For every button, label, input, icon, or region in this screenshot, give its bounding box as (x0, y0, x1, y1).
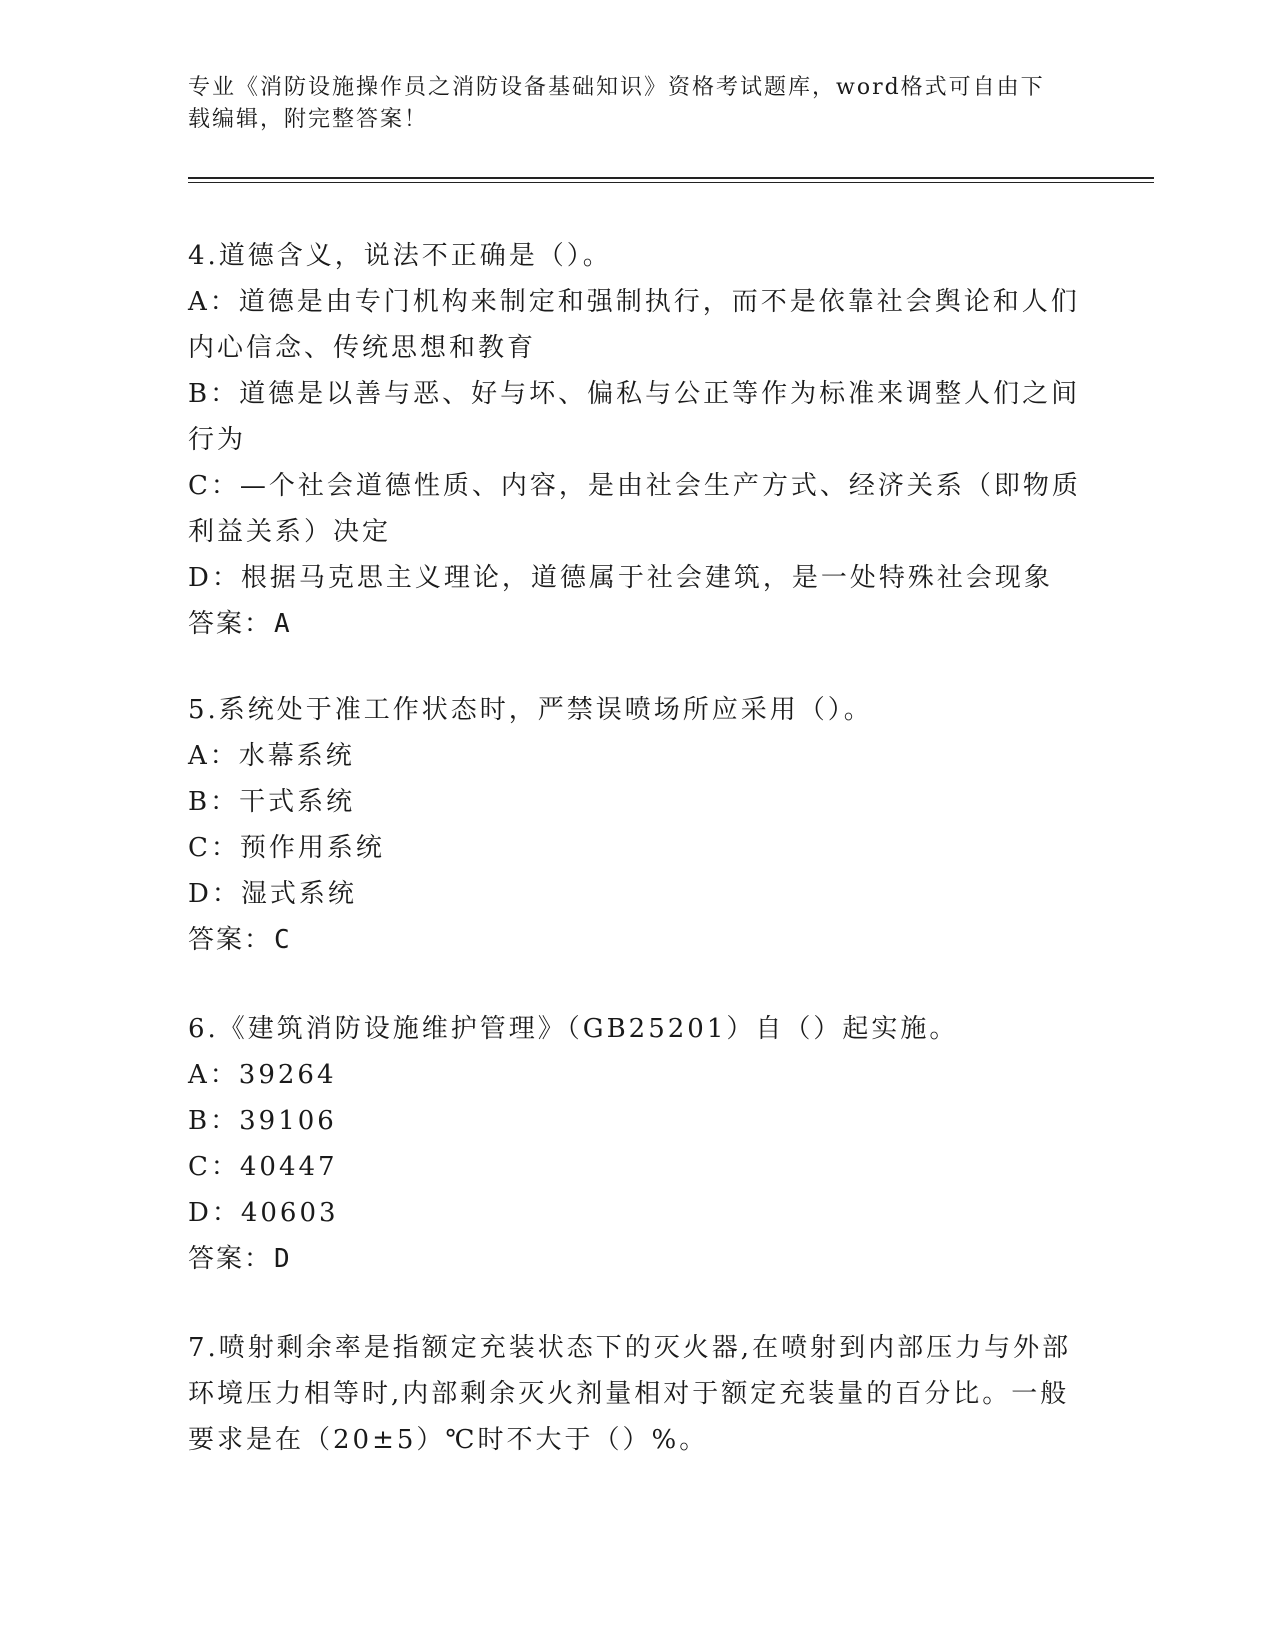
question-stem: 6.《建筑消防设施维护管理》（GB25201）自（）起实施。 (188, 1014, 959, 1044)
option-c: C：40447 (188, 1152, 338, 1182)
header-divider-thin (188, 182, 1154, 183)
option-a: A：道德是由专门机构来制定和强制执行，而不是依靠社会舆论和人们内心信念、传统思想和教育 (188, 287, 1080, 363)
question-stem: 7.喷射剩余率是指额定充装状态下的灭火器,在喷射到内部压力与外部环境压力相等时,内部剩余灭火剂量相对于额定充装量的百分比。一般要求是在（20±5）℃时不大于（）%。 (188, 1333, 1072, 1455)
answer-value: C (274, 925, 292, 955)
question-5 (188, 687, 1088, 963)
answer-label: 答案： (188, 609, 273, 639)
option-b: B：道德是以善与恶、好与坏、偏私与公正等作为标准来调整人们之间行为 (188, 379, 1081, 455)
option-a: A：水幕系统 (188, 741, 355, 771)
answer-label: 答案： (188, 925, 273, 955)
answer-line (188, 917, 1088, 963)
question-7 (188, 1325, 1088, 1463)
option-b: B：干式系统 (188, 787, 356, 817)
question-6 (188, 1006, 1088, 1282)
option-d: D：根据马克思主义理论，道德属于社会建筑，是一处特殊社会现象 (188, 563, 1053, 593)
option-a: A：39264 (188, 1060, 337, 1090)
option-d: D：40603 (188, 1198, 339, 1228)
answer-line (188, 1236, 1088, 1282)
answer-label: 答案： (188, 1244, 273, 1274)
option-d: D：湿式系统 (188, 879, 357, 909)
question-stem: 5.系统处于准工作状态时，严禁误喷场所应采用（）。 (188, 695, 873, 725)
header-divider-thick (188, 177, 1154, 179)
option-c: C：—个社会道德性质、内容，是由社会生产方式、经济关系（即物质利益关系）决定 (188, 471, 1081, 547)
question-4 (188, 233, 1088, 647)
question-stem: 4.道德含义，说法不正确是（）。 (188, 241, 612, 271)
answer-line (188, 601, 1088, 647)
answer-value: D (274, 1244, 292, 1274)
document-header: 专业《消防设施操作员之消防设备基础知识》资格考试题库，word格式可自由下载编辑，附完整答案！ (188, 75, 1045, 132)
answer-value: A (274, 609, 292, 639)
option-b: B：39106 (188, 1106, 337, 1136)
option-c: C：预作用系统 (188, 833, 385, 863)
